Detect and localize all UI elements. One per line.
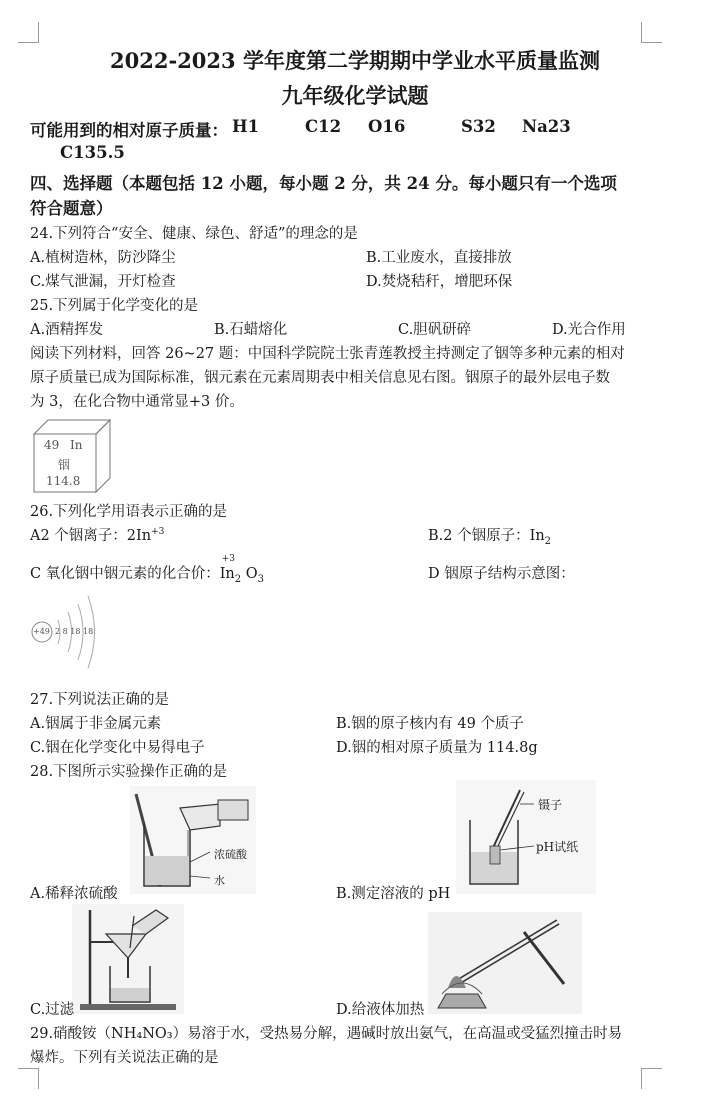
q28-option-d: D.给液体加热 xyxy=(336,1002,425,1018)
atomic-mass-h: H1 xyxy=(232,117,260,136)
figure-measure-ph xyxy=(456,780,596,894)
q26-c-sub1: 2 xyxy=(234,573,242,585)
element-name: 铟 xyxy=(58,458,71,472)
q24-option-d: D.焚烧秸秆，增肥环保 xyxy=(366,274,513,290)
reading-passage-line-3: 为 3，在化合物中通常显+3 价。 xyxy=(30,394,244,410)
q24-option-b: B.工业废水，直接排放 xyxy=(366,250,512,266)
atomic-mass-c: C12 xyxy=(305,117,342,136)
element-symbol: In xyxy=(70,438,83,452)
atomic-mass-s: S32 xyxy=(461,117,496,136)
q25-stem: 25.下列属于化学变化的是 xyxy=(30,298,199,314)
q28-option-c: C.过滤 xyxy=(30,1002,75,1018)
figure-ph-label-tweezers: 镊子 xyxy=(538,798,563,812)
q28-option-a: A.稀释浓硫酸 xyxy=(30,886,118,902)
page-subtitle: 九年级化学试题 xyxy=(281,83,429,108)
reading-passage-line-2: 原子质量已成为国际标准，铟元素在元素周期表中相关信息见右图。铟原子的最外层电子数 xyxy=(30,370,610,386)
figure-dilute-acid-svg xyxy=(130,786,256,894)
q25-option-b: B.石蜡熔化 xyxy=(214,322,288,338)
figure-dilute-acid xyxy=(130,786,256,894)
atomic-mass-na: Na23 xyxy=(522,117,571,136)
q28-stem: 28.下图所示实验操作正确的是 xyxy=(30,764,228,780)
crop-mark-bottom-left xyxy=(18,1068,39,1089)
figure-ph-label-paper: pH试纸 xyxy=(536,840,579,854)
q28-option-b: B.测定溶液的 pH xyxy=(336,886,451,902)
figure-dilute-acid-label-water: 水 xyxy=(214,874,225,887)
q25-option-c: C.胆矾研碎 xyxy=(398,322,472,338)
q27-option-c: C.铟在化学变化中易得电子 xyxy=(30,740,205,756)
atom-shell-electrons: 2 8 18 18 xyxy=(55,627,94,636)
q26-option-a xyxy=(30,524,164,545)
crop-mark-top-right xyxy=(641,22,662,43)
element-atomic-number: 49 xyxy=(44,438,60,452)
element-card-figure xyxy=(30,414,112,494)
q26-c-formula xyxy=(219,554,265,585)
section-heading-cont: 符合题意） xyxy=(30,199,113,218)
page-title: 2022-2023 学年度第二学期期中学业水平质量监测 xyxy=(110,48,600,73)
q26-option-d: D 铟原子结构示意图： xyxy=(428,566,575,582)
q27-option-b: B.铟的原子核内有 49 个质子 xyxy=(336,716,524,732)
q26-stem: 26.下列化学用语表示正确的是 xyxy=(30,504,228,520)
q24-stem: 24.下列符合“安全、健康、绿色、舒适”的理念的是 xyxy=(30,226,358,242)
q26-c-valence: +3 xyxy=(221,554,235,564)
atomic-mass-o: O16 xyxy=(368,117,406,136)
q26-a-charge: +3 xyxy=(151,527,165,537)
crop-mark-bottom-right xyxy=(641,1068,662,1089)
q26-c-in: In xyxy=(219,566,235,582)
atom-structure-diagram xyxy=(28,590,108,680)
q29-stem-line-1: 29.硝酸铵（NH₄NO₃）易溶于水，受热易分解，遇碱时放出氨气，在高温或受猛烈撞击时易 xyxy=(30,1026,623,1042)
atomic-mass-cl: C135.5 xyxy=(60,143,125,162)
figure-dilute-acid-label-acid: 浓硫酸 xyxy=(214,848,247,861)
q26-b-text: B.2 个铟原子：In xyxy=(428,528,545,544)
element-mass: 114.8 xyxy=(46,474,81,488)
figure-heating-liquid-svg xyxy=(428,912,582,1014)
q27-option-d: D.铟的相对原子质量为 114.8g xyxy=(336,740,538,756)
q24-option-c: C.煤气泄漏，开灯检查 xyxy=(30,274,176,290)
q25-option-a: A.酒精挥发 xyxy=(30,322,104,338)
atomic-mass-label: 可能用到的相对原子质量： xyxy=(30,121,228,140)
q26-c-text: C 氧化铟中铟元素的化合价： xyxy=(30,566,220,582)
q27-stem: 27.下列说法正确的是 xyxy=(30,692,170,708)
q25-option-d: D.光合作用 xyxy=(552,322,626,338)
section-heading: 四、选择题（本题包括 12 小题，每小题 2 分，共 24 分。每小题只有一个选项 xyxy=(30,174,617,193)
q26-c-o: O xyxy=(241,566,258,582)
figure-measure-ph-svg xyxy=(456,780,596,894)
figure-heating-liquid xyxy=(428,912,582,1014)
q26-option-c xyxy=(30,554,265,585)
q26-a-text: A2 个铟离子：2In xyxy=(30,528,152,544)
figure-filtration-svg xyxy=(72,904,184,1014)
q24-option-a: A.植树造林，防沙降尘 xyxy=(30,250,176,266)
atom-nucleus-label: +49 xyxy=(33,627,50,636)
q27-option-a: A.铟属于非金属元素 xyxy=(30,716,162,732)
reading-passage-line-1: 阅读下列材料，回答 26~27 题：中国科学院院士张青莲教授主持测定了铟等多种元素的相对 xyxy=(30,346,625,362)
figure-filtration xyxy=(72,904,184,1014)
q26-option-b xyxy=(428,524,551,547)
q26-b-subscript: 2 xyxy=(544,535,552,547)
q26-c-sub2: 3 xyxy=(257,573,265,585)
q29-stem-line-2: 爆炸。下列有关说法正确的是 xyxy=(30,1050,219,1066)
crop-mark-top-left xyxy=(18,22,39,43)
